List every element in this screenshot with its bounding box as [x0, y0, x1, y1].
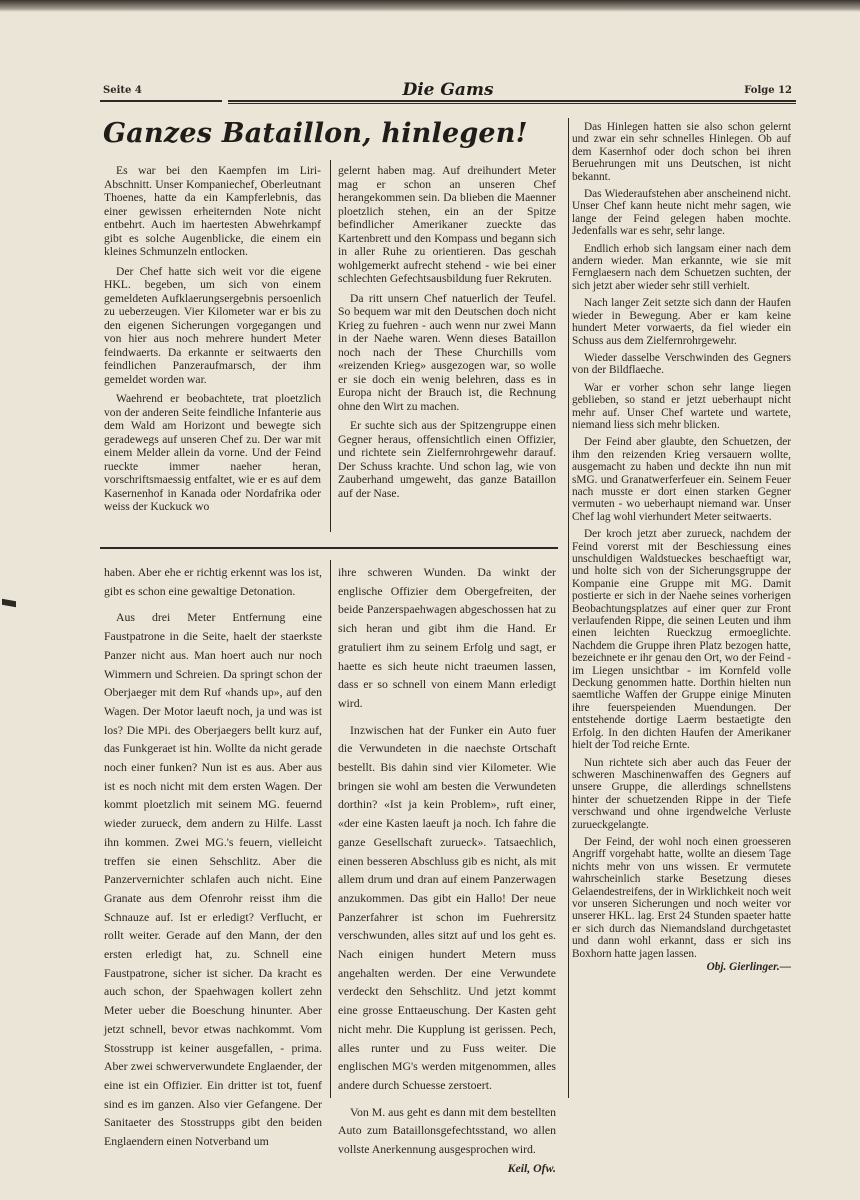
paragraph: Der Feind aber glaubte, den Schuetzen, der ihm den reizenden Krieg versauern wollte, ausgemacht zu haben und deckte ihn nun mit sMG. und Granatwerferfeuer ein. Seinem Feuer nach musste er dort einen starken Gegner vermuten - wo ueberhaupt niemand war. Unser Chef lag wohl vierhundert Meter seitwaerts.	[572, 436, 791, 523]
page-top-edge	[0, 0, 860, 12]
header-rule-right-thin	[228, 103, 796, 104]
paragraph: Nun richtete sich aber auch das Feuer der schweren Maschinenwaffen des Gegners auf unsere Gruppe, die allerdings schnellstens hinter der schuetzenden Rippe in der Tiefe verschwand und ohne irgendwelche Verluste zurueckgelangte.	[572, 756, 791, 831]
paragraph: Nach langer Zeit setzte sich dann der Haufen wieder in Bewegung. Aber er kam keine hundert Meter vorwaerts, da fiel wieder ein Schuss aus dem Zielfernrohrgewehr.	[572, 297, 791, 347]
paragraph: Aus drei Meter Entfernung eine Faustpatrone in die Seite, haelt der staerkste Panzer nicht aus. Man hoert auch nur noch Wimmern und Schreien. Da springt schon der Oberjaeger mit dem Ruf «hands up», auf den Wagen. Der Motor laeuft noch, ja und was ist los? Die MPi. des Oberjaegers bellt kurz auf, das Funkgeraet ist hin. Wollte da nicht gerade noch einer funken? Nun ist es aus. Aber aus ist es noch nicht mit dem ersten Wagen. Der kommt ploetzlich mit seinem MG. feuernd wieder zurueck, dem andern zu Hilfe. Lasst ihn kommen. Zwei MG.'s feuern, vielleicht treffen sie einen Sehschlitz. Aber die Panzervernichter schlafen auch nicht. Eine Granate aus dem Ofenrohr reisst ihm die Schnauze auf. Ist er erledigt? Verflucht, er rollt weiter. Gerade auf den Mann, der den ersten erledigt hat, zu. Schnell eine Faustpatrone, sicher ist sicher. Da kracht es auch schon, der Spaehwagen kollert zehn Meter ueber die Boeschung hinunter. Aber jetzt schnell, bevor etwas nachkommt. Vom Stosstrupp ist keiner ausgefallen, - prima. Aber zwei schwerverwundete Englaender, der eine ist ein Offizier. Ein dritter ist tot, fuenf sind es im ganzen. Also vier Gefangene. Der Sanitaeter des Stosstrupps gibt den beiden Englaendern einen Notverband um	[104, 610, 322, 1149]
paragraph-text: Von M. aus geht es dann mit dem bestellten Auto zum Bataillonsgefechtsstand, wo allen vollste Anerkennung ausgesprochen wird.	[338, 1104, 556, 1157]
paragraph: Das Hinlegen hatten sie also schon gelernt und zwar ein sehr schnelles Hinlegen. Ob auf dem Kasernhof oder doch schon bei ihren Beruehrungen mit uns Deutschen, ist nicht bekannt.	[572, 121, 791, 183]
article-column-1	[104, 164, 321, 520]
paragraph: Da ritt unsern Chef natuerlich der Teufel. So bequem war mit den Deutschen doch nicht Krieg zu fuehren - auch wenn nur zwei Mann in der Naehe waren. Wenn dieses Bataillon noch nach der These Churchills vom «reizenden Krieg» ausgezogen war, so wolle er sie doch ein wenig belehren, dass es in Europa nicht der Brauch ist, die Rechnung ohne den Wirt zu machen.	[338, 291, 556, 413]
margin-mark	[2, 599, 16, 607]
article-title: Ganzes Bataillon, hinlegen!	[103, 118, 528, 149]
paragraph: Das Wiederaufstehen aber anscheinend nicht. Unser Chef kann heute nicht mehr sagen, wie lange der Feind gelegen haben mochte. Jedenfalls war es sehr, sehr lange.	[572, 188, 791, 238]
column-divider-right	[568, 118, 569, 1098]
paragraph: haben. Aber ehe er richtig erkennt was los ist, gibt es schon eine gewaltige Detonation.	[104, 565, 322, 598]
paragraph: ihre schweren Wunden. Da winkt der englische Offizier dem Obergefreiten, der beide Panzerspaehwagen abgeschossen hat zu sich heran und gibt ihm die Hand. Er gratuliert ihm zu seinem Erfolg und sagt, er haette es sich heute nicht traeumen lassen, dass er so schnell von einem Mann erledigt wird.	[338, 565, 556, 710]
column-divider-1-upper	[330, 160, 331, 532]
paragraph	[338, 1103, 556, 1175]
author-signature: Keil, Ofw.	[507, 1160, 556, 1175]
paragraph: Der kroch jetzt aber zurueck, nachdem der Feind vorerst mit der Beschiessung eines unschuldigen Waldstueckes beschaeftigt war, und holte sich von der Sicherungsgruppe der Kompanie eine Gruppe mit MG. Damit postierte er sich in der Naehe seines vorherigen Beobachtungsplatzes auf einer quer zur Front verlaufenden Rippe, die seinen Leuten und ihm einen leichten Rueckzug ermoeglichte. Nachdem die Gruppe ihren Platz bezogen hatte, bezeichnete er ihr genau den Ort, wo der Feind - im Liegen unsichtbar - im Kornfeld volle Deckung genommen hatte. Dorthin hielten nun saemtliche Waffen der Gruppe einige Minuten ihre feuerspeienden Muendungen. Der entstehende dortige Laerm bestaetigte den Erfolg. In den dichten Haufen der Amerikaner hielt der Tod reiche Ernte.	[572, 528, 791, 752]
paragraph: gelernt haben mag. Auf dreihundert Meter mag er schon an unseren Chef herangekommen sein. Da blieben die Maenner ploetzlich stehen, ein an der Spitze befindlicher Amerikaner zueckte das Kartenbrett und den Kompass und begann sich in aller Ruhe zu orientieren. Das geschah wohlgemerkt aufrecht stehend - wie bei einer schlechten Gefechtsausbildung fuer Rekruten.	[338, 164, 556, 285]
paragraph: War er vorher schon sehr lange liegen geblieben, so stand er jetzt ueberhaupt nicht mehr auf. Unser Chef wartete und wartete, niemand liess sich mehr blicken.	[572, 381, 791, 431]
page-number: Seite 4	[103, 85, 142, 96]
author-signature: Obj. Gierlinger.—	[706, 961, 791, 973]
header-rule-right	[228, 100, 796, 102]
story-column-2	[338, 563, 556, 1178]
column-divider-1-lower	[330, 560, 331, 1098]
article-column-3	[572, 121, 791, 973]
story-column-1	[104, 563, 322, 1159]
paragraph: Es war bei den Kaempfen im Liri-Abschnitt. Unser Kompaniechef, Oberleutnant Thoenes, hatte da ein Kampferlebnis, das einer gewissen erheiternden Note nicht entbehrt. Auch im haertesten Abwehrkampf gibt es solche Augenblicke, die einem ein kleines Schmunzeln entlocken.	[104, 164, 321, 258]
article-column-2	[338, 164, 556, 506]
horizontal-section-rule	[100, 547, 558, 549]
header-rule-left	[100, 100, 222, 102]
paragraph: Der Feind, der wohl noch einen groesseren Angriff vorgehabt hatte, wollte an diesem Tage nichts mehr von uns wissen. Er vermutete wahrscheinlich starke Besetzung dieses Gelaendestreifens, der in Wirklichkeit noch weit vor unseren Sicherungen und noch weiter vor unserer HKL. lag. Erst 24 Stunden spaeter hatte er sich durch das Niemandsland durchgetastet und dann wohl erkannt, dass er sich ins Boxhorn hatte jagen lassen.	[572, 835, 791, 960]
paragraph: Wieder dasselbe Verschwinden des Gegners von der Bildflaeche.	[572, 351, 791, 377]
paragraph: Er suchte sich aus der Spitzengruppe einen Gegner heraus, offensichtlich einen Offizier, und richtete sein Zielfernrohrgewehr darauf. Der Schuss krachte. Und schon lag, wie von Zauberhand umgeweht, das ganze Bataillon auf der Nase.	[338, 419, 556, 500]
paragraph: Inzwischen hat der Funker ein Auto fuer die Verwundeten in die naechste Ortschaft bestellt. Bis dahin sind vier Kilometer. Wie bringen sie wohl am besten die Verwundeten dorthin? «Ist ja kein Problem», ruft einer, «der eine Kasten laeuft ja noch. Ich fahre die ganze Gesellschaft zurueck». Tatsaechlich, einen besseren Abschluss gib es nicht, als mit allem drum und dran auf einem Panzerwagen anzukommen. Das gibt ein Hallo! Der neue Panzerfahrer ist schon im Fuehrersitz verschwunden, alles sitzt auf und los geht es. Nach einigen hundert Metern muss angehalten werden. Der eine Verwundete verdeckt den Sehschlitz. Und jetzt kommt eine grosse Enttaeuschung. Der Kasten geht nicht mehr. Die Kupplung ist gerissen. Pech, alles runter und zu Fuss weiter. Die englischen MG's werden mitgenommen, alles andere durch Schuesse zerstoert.	[338, 722, 556, 1092]
masthead: Die Gams	[402, 80, 494, 100]
paragraph: Der Chef hatte sich weit vor die eigene HKL. begeben, um sich von einem gemeldeten Aufklaerungsergebnis persoenlich zu ueberzeugen. Vier Kilometer war er bis zu den eigenen Sicherungen vorgegangen und von hier aus noch mehrere hundert Meter feindwaerts. Da erkannte er seitwaerts den feindlichen Panzeraufmarsch, der ihm gemeldet worden war.	[104, 264, 321, 386]
paragraph: Waehrend er beobachtete, trat ploetzlich von der anderen Seite feindliche Infanterie aus dem Wald am Horizont und bewegte sich geradewegs auf unseren Chef zu. Der war mit einem Melder allein da vorne. Und der Feind rueckte immer naeher heran, vorschriftsmaessig entfaltet, wie er es auf dem Kasernenhof in Kanada oder Nordafrika oder weiss der Kuckuck wo	[104, 392, 321, 513]
issue-number: Folge 12	[744, 85, 792, 96]
paragraph: Endlich erhob sich langsam einer nach dem andern wieder. Man erkannte, wie sie mit Fernglaesern nach dem Schuetzen suchten, der sich jetzt aber wieder sehr still verhielt.	[572, 242, 791, 292]
